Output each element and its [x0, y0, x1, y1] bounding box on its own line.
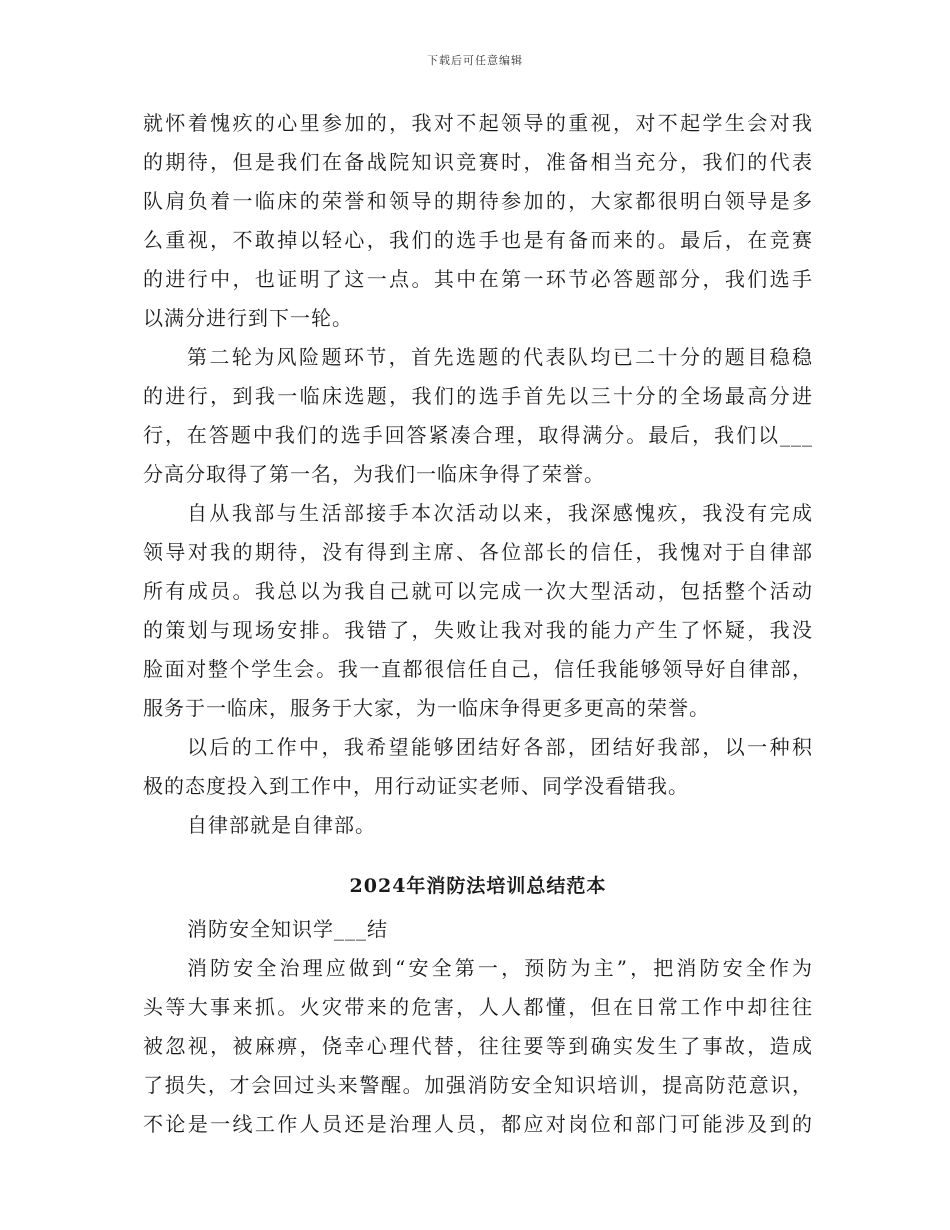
paragraph-line: 了损失，才会回过头来警醒。加强消防安全知识培训，提高防范意识， [143, 1073, 813, 1097]
paragraph-line: 头等大事来抓。火灾带来的危害，人人都懂，但在日常工作中却往往 [143, 995, 813, 1019]
section-title: 2024年消防法培训总结范本 [349, 875, 607, 897]
paragraph-line: 的期待，但是我们在备战院知识竞赛时，准备相当充分，我们的代表 [143, 150, 813, 174]
paragraph-line: 以满分进行到下一轮。 [143, 306, 353, 330]
paragraph-line: 就怀着愧疚的心里参加的，我对不起领导的重视，对不起学生会对我 [143, 111, 813, 135]
paragraph-line: 所有成员。我总以为我自己就可以完成一次大型活动，包括整个活动 [143, 579, 813, 603]
paragraph-line: 服务于一临床，服务于大家，为一临床争得更多更高的荣誉。 [143, 696, 710, 720]
document-body [143, 104, 813, 1144]
paragraph-line: 的进行中，也证明了这一点。其中在第一环节必答题部分，我们选手 [143, 267, 813, 291]
page-header: 下载后可任意编辑 [427, 54, 523, 67]
paragraph-line: 队肩负着一临床的荣誉和领导的期待参加的，大家都很明白领导是多 [143, 189, 813, 213]
paragraph-line: 消防安全知识学___结 [187, 917, 388, 941]
paragraph-line: 行，在答题中我们的选手回答紧凑合理，取得满分。最后，我们以___ [143, 423, 813, 447]
paragraph-line: 以后的工作中，我希望能够团结好各部，团结好我部，以一种积 [187, 735, 813, 759]
paragraph-line: 极的态度投入到工作中，用行动证实老师、同学没看错我。 [143, 774, 689, 798]
paragraph-line: 领导对我的期待，没有得到主席、各位部长的信任，我愧对于自律部 [143, 540, 813, 564]
paragraph-line: 自律部就是自律部。 [187, 813, 376, 837]
paragraph-line: 不论是一线工作人员还是治理人员，都应对岗位和部门可能涉及到的 [143, 1112, 813, 1136]
paragraph-line: 么重视，不敢掉以轻心，我们的选手也是有备而来的。最后，在竞赛 [143, 228, 813, 252]
paragraph-line: 分高分取得了第一名，为我们一临床争得了荣誉。 [143, 462, 605, 486]
paragraph-line: 脸面对整个学生会。我一直都很信任自己，信任我能够领导好自律部， [143, 657, 813, 681]
paragraph-line: 自从我部与生活部接手本次活动以来，我深感愧疚，我没有完成 [187, 501, 813, 525]
section-1 [143, 104, 813, 845]
paragraph-line: 消防安全治理应做到“安全第一，预防为主”，把消防安全作为 [187, 956, 813, 980]
section-2 [143, 910, 813, 1144]
paragraph-line: 的策划与现场安排。我错了，失败让我对我的能力产生了怀疑，我没 [143, 618, 813, 642]
paragraph-line: 第二轮为风险题环节，首先选题的代表队均已二十分的题目稳稳 [187, 345, 813, 369]
paragraph-line: 被忽视，被麻痹，侥幸心理代替，往往要等到确实发生了事故，造成 [143, 1034, 813, 1058]
paragraph-line: 的进行，到我一临床选题，我们的选手首先以三十分的全场最高分进 [143, 384, 813, 408]
